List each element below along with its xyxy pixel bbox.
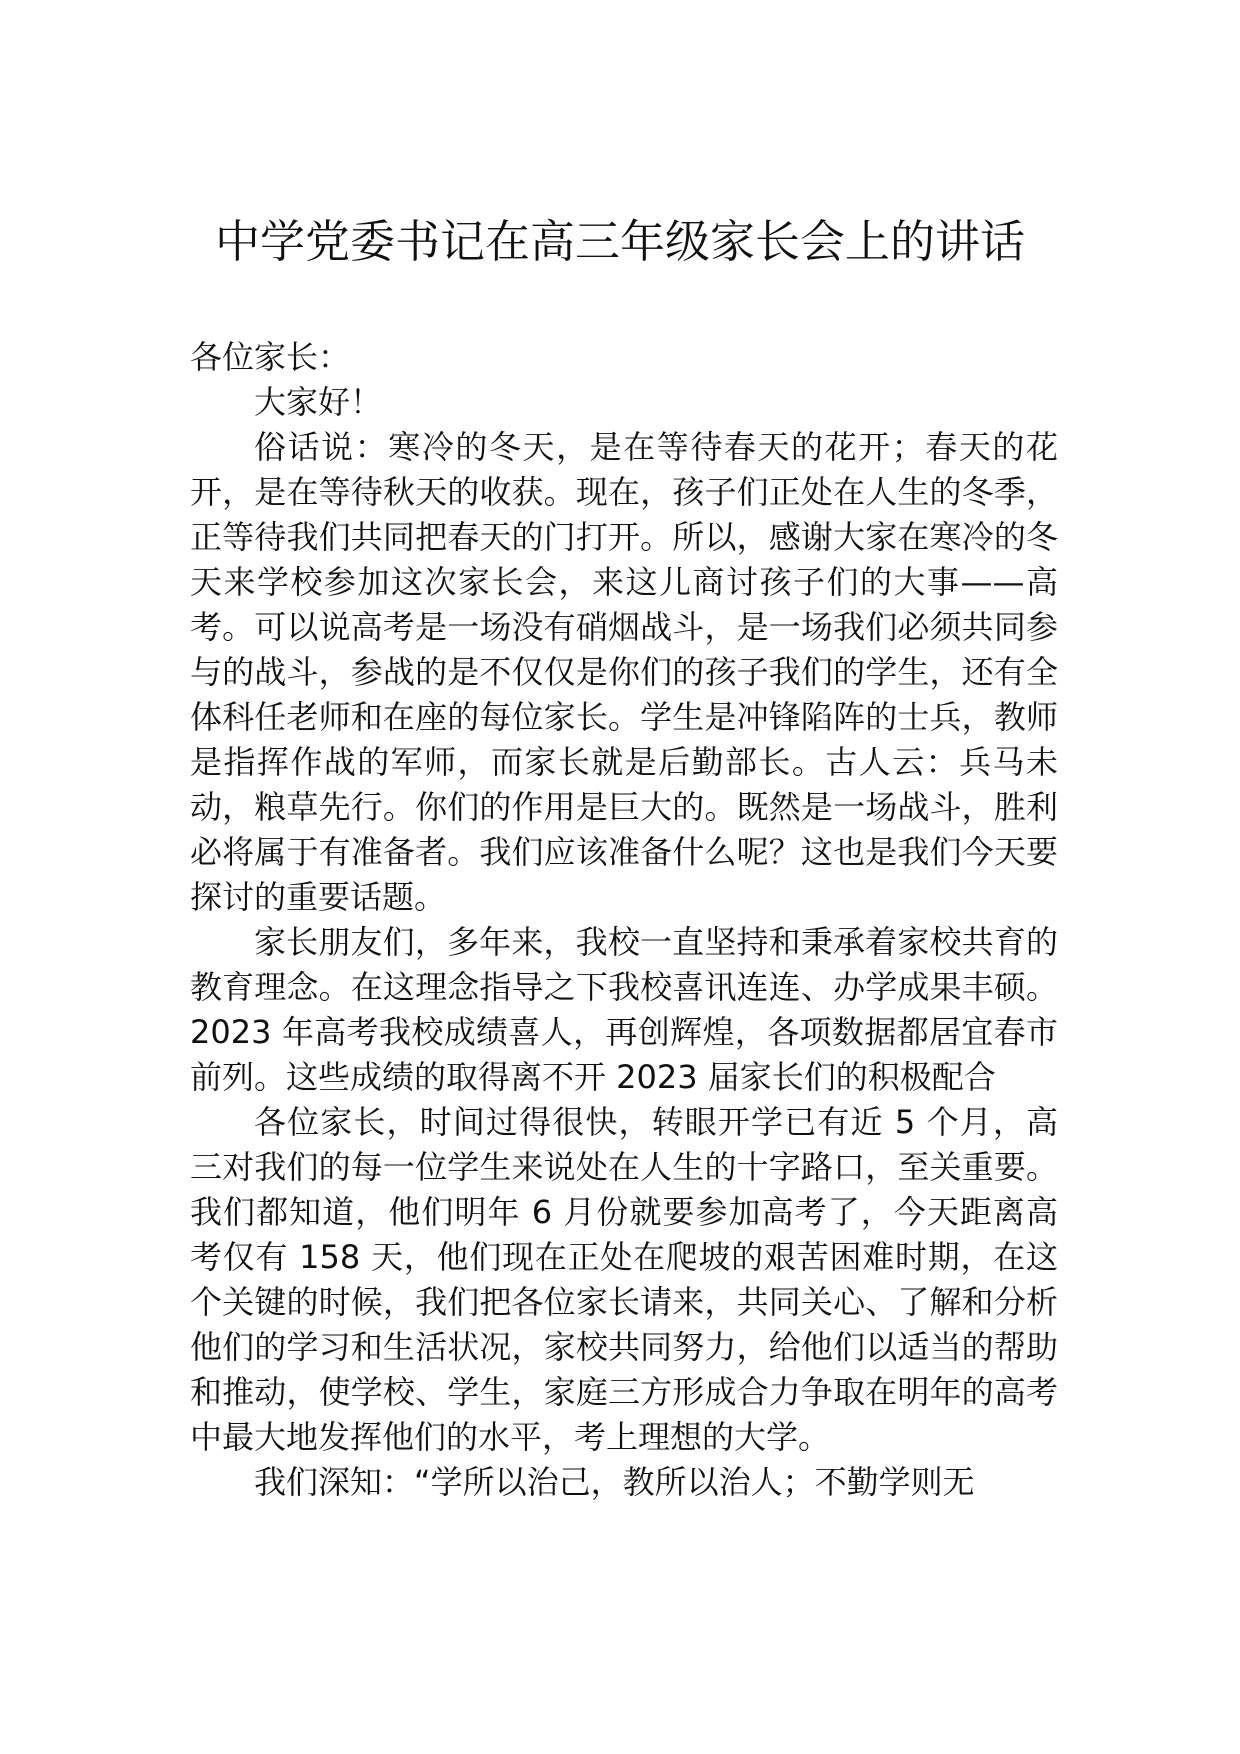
document-title: 中学党委书记在高三年级家长会上的讲话 bbox=[214, 215, 1025, 268]
paragraph-proverb: 俗话说：寒冷的冬天，是在等待春天的花开；春天的花开，是在等待秋天的收获。现在，孩子们正处在人生的冬季，正等待我们共同把春天的门打开。所以，感谢大家在寒冷的冬天来学校参加这次家长会，来这儿商讨孩子们的大事——高考。可以说高考是一场没有硝烟战斗，是一场我们必须共同参与的战斗，参战的是不仅仅是你们的孩子我们的学生，还有全体科任老师和在座的每位家长。学生是冲锋陷阵的士兵，教师是指挥作战的军师，而家长就是后勤部长。古人云：兵马未动，粮草先行。你们的作用是巨大的。既然是一场战斗，胜利必将属于有准备者。我们应该准备什么呢？这也是我们今天要探讨的重要话题。 bbox=[190, 428, 1058, 916]
paragraph-exam-countdown: 各位家长，时间过得很快，转眼开学已有近 5 个月，高三对我们的每一位学生来说处在人生的十字路口，至关重要。我们都知道，他们明年 6 月份就要参加高考了，今天距离高考仅有 158 天，他们现在正处在爬坡的艰苦困难时期，在这个关键的时候，我们把各位家长请来，共同关心、了解和分析他们的学习和生活状况，家校共同努力，给他们以适当的帮助和推动，使学校、学生，家庭三方形成合力争取在明年的高考中最大地发挥他们的水平，考上理想的大学。 bbox=[190, 1103, 1058, 1456]
paragraph-achievements: 家长朋友们，多年来，我校一直坚持和秉承着家校共育的教育理念。在这理念指导之下我校喜讯连连、办学成果丰硕。2023 年高考我校成绩喜人，再创辉煌，各项数据都居宜春市前列。这些成绩的取得离不开 2023 届家长们的积极配合 bbox=[190, 923, 1058, 1096]
paragraph-quote: 我们深知：“学所以治己，教所以治人；不勤学则无 bbox=[254, 1463, 975, 1501]
paragraph-greeting: 大家好！ bbox=[254, 383, 383, 421]
document-body bbox=[190, 335, 1058, 1505]
salutation: 各位家长： bbox=[190, 338, 351, 376]
